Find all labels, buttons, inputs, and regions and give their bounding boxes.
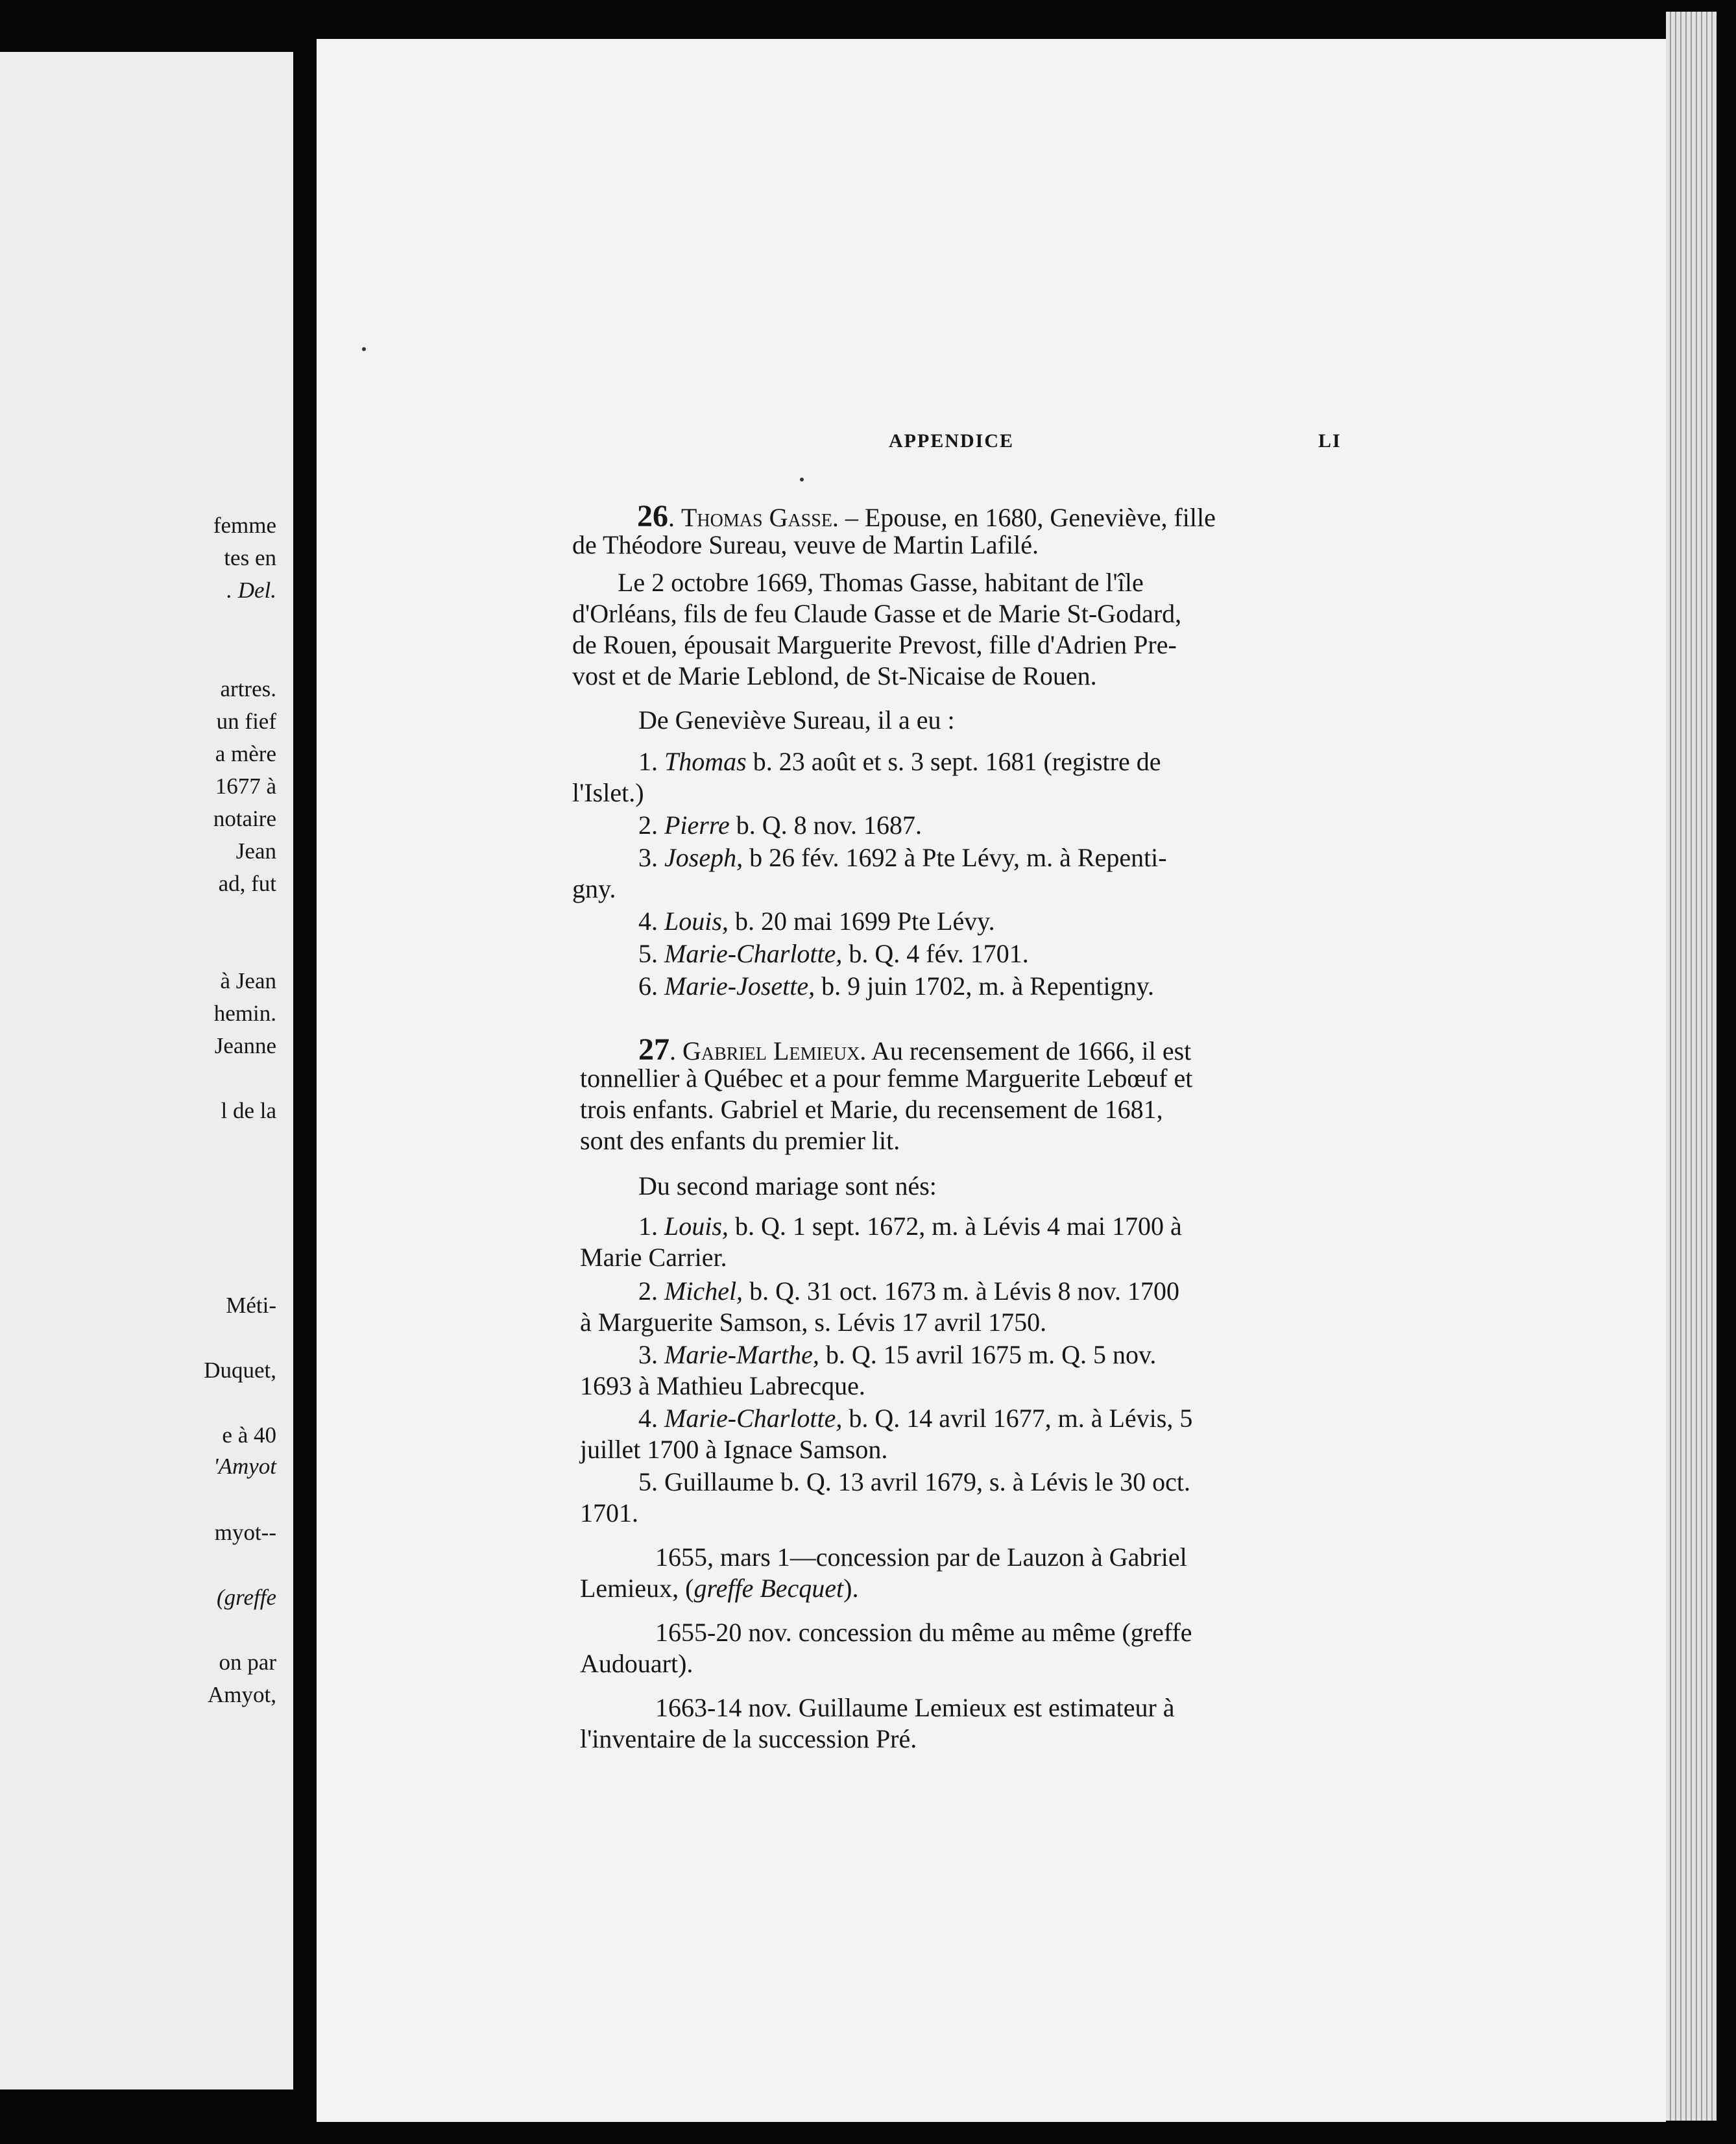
- child-name: Marie-Charlotte,: [664, 1404, 843, 1433]
- left-text: Méti-: [226, 1293, 276, 1318]
- body-line: trois enfants. Gabriel et Marie, du recensement de 1681,: [580, 1095, 1163, 1124]
- left-text: Jeanne: [214, 1033, 276, 1058]
- left-text: Jean: [235, 838, 276, 864]
- child-entry: 6. Marie-Josette, b. 9 juin 1702, m. à Repentigny.: [638, 971, 1155, 1001]
- child-name: Louis,: [664, 1212, 729, 1241]
- left-text: tes en: [224, 545, 276, 570]
- child-entry: 2. Michel, b. Q. 31 oct. 1673 m. à Lévis 8 nov. 1700: [638, 1276, 1179, 1306]
- scan-border: [1717, 0, 1736, 2144]
- body-line: de Rouen, épousait Marguerite Prevost, fille d'Adrien Pre-: [572, 630, 1177, 659]
- left-text: 1677 à: [215, 774, 276, 799]
- body-line: tonnellier à Québec et a pour femme Marguerite Lebœuf et: [580, 1064, 1193, 1093]
- left-text: Duquet,: [204, 1358, 276, 1383]
- left-text: un fief: [216, 709, 276, 734]
- left-text: e à 40: [222, 1422, 276, 1448]
- person-name: Thomas Gasse.: [681, 503, 839, 532]
- left-text: myot--: [214, 1520, 276, 1545]
- continuation-line: à Marguerite Samson, s. Lévis 17 avril 1750.: [580, 1308, 1047, 1337]
- child-name: Michel,: [664, 1276, 743, 1306]
- child-name: Joseph,: [664, 843, 743, 872]
- left-text: notaire: [213, 806, 276, 831]
- body-line: sont des enfants du premier lit.: [580, 1126, 900, 1155]
- continuation-line: 1693 à Mathieu Labrecque.: [580, 1371, 865, 1400]
- left-text: (greffe: [217, 1585, 276, 1610]
- child-name: Marie-Charlotte,: [664, 939, 843, 968]
- note-line: 1663-14 nov. Guillaume Lemieux est estimateur à: [655, 1693, 1175, 1722]
- note-continuation: Audouart).: [580, 1649, 693, 1678]
- left-text: à Jean: [220, 968, 276, 993]
- note-continuation: l'inventaire de la succession Pré.: [580, 1724, 917, 1753]
- section-27-heading: 27. Gabriel Lemieux. Au recensement de 1666, il est: [638, 1032, 1192, 1067]
- left-text: hemin.: [213, 1001, 276, 1026]
- left-text: 'Amyot: [213, 1454, 276, 1479]
- left-text: femme: [213, 513, 276, 538]
- body-line: d'Orléans, fils de feu Claude Gasse et de Marie St-Godard,: [572, 599, 1182, 628]
- child-entry: 4. Louis, b. 20 mai 1699 Pte Lévy.: [638, 907, 995, 936]
- page-number: LI: [1318, 430, 1342, 452]
- left-text: artres.: [220, 676, 276, 701]
- note-line: 1655-20 nov. concession du même au même (greffe: [655, 1618, 1192, 1647]
- left-text: a mère: [215, 741, 276, 766]
- body-line: Le 2 octobre 1669, Thomas Gasse, habitant de l'île: [618, 568, 1144, 597]
- left-text: l de la: [221, 1098, 276, 1123]
- continuation-line: gny.: [572, 874, 616, 903]
- left-text: Amyot,: [208, 1682, 276, 1707]
- continuation-line: 1701.: [580, 1498, 638, 1528]
- child-name: Thomas: [664, 747, 747, 776]
- section-number: 27: [638, 1032, 669, 1067]
- continuation-line: juillet 1700 à Ignace Samson.: [580, 1435, 888, 1464]
- section-26-heading: 26. Thomas Gasse. – Epouse, en 1680, Geneviève, fille: [637, 499, 1216, 533]
- running-head-title: APPENDICE: [889, 430, 1015, 452]
- continuation-line: Marie Carrier.: [580, 1243, 727, 1272]
- speck: [362, 347, 366, 351]
- child-entry: 5. Guillaume b. Q. 13 avril 1679, s. à Lévis le 30 oct.: [638, 1467, 1190, 1496]
- continuation-line: l'Islet.): [572, 778, 644, 807]
- child-name: Marie-Marthe,: [664, 1340, 819, 1369]
- left-text: on par: [219, 1650, 276, 1675]
- section-number: 26: [637, 499, 668, 533]
- child-entry: 5. Marie-Charlotte, b. Q. 4 fév. 1701.: [638, 939, 1029, 968]
- body-line: Du second mariage sont nés:: [638, 1171, 937, 1200]
- person-name: Gabriel Lemieux.: [682, 1036, 867, 1066]
- child-name: Marie-Josette,: [664, 971, 815, 1001]
- book-gutter: [293, 0, 317, 2144]
- body-line: vost et de Marie Leblond, de St-Nicaise de Rouen.: [572, 661, 1097, 690]
- child-entry: 1. Thomas b. 23 août et s. 3 sept. 1681 (registre de: [638, 747, 1161, 776]
- page-edges: [1666, 12, 1717, 2121]
- speck: [800, 478, 804, 481]
- child-entry: 3. Marie-Marthe, b. Q. 15 avril 1675 m. Q. 5 nov.: [638, 1340, 1157, 1369]
- heading-text: – Epouse, en 1680, Geneviève, fille: [838, 503, 1216, 532]
- left-text: ad, fut: [218, 871, 276, 896]
- note-continuation: Lemieux, (greffe Becquet).: [580, 1574, 859, 1603]
- child-entry: 2. Pierre b. Q. 8 nov. 1687.: [638, 810, 922, 840]
- left-text: . Del.: [226, 578, 276, 603]
- previous-page-fragment: [0, 52, 293, 2089]
- child-entry: 1. Louis, b. Q. 1 sept. 1672, m. à Lévis 4 mai 1700 à: [638, 1212, 1182, 1241]
- child-entry: 4. Marie-Charlotte, b. Q. 14 avril 1677, m. à Lévis, 5: [638, 1404, 1193, 1433]
- child-name: Pierre: [664, 810, 730, 840]
- note-line: 1655, mars 1—concession par de Lauzon à Gabriel: [655, 1542, 1187, 1572]
- body-line: De Geneviève Sureau, il a eu :: [638, 705, 955, 735]
- body-line: de Théodore Sureau, veuve de Martin Lafilé.: [572, 530, 1039, 559]
- child-entry: 3. Joseph, b 26 fév. 1692 à Pte Lévy, m. à Repenti-: [638, 843, 1167, 872]
- heading-text: Au recensement de 1666, il est: [866, 1036, 1192, 1066]
- child-name: Louis,: [664, 907, 729, 936]
